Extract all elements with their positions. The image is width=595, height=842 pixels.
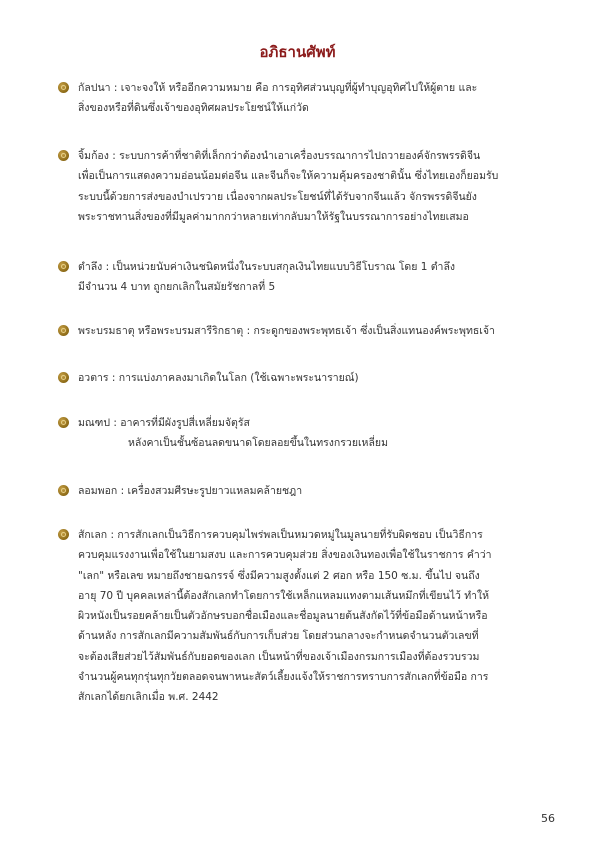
glossary-entry-saklek: [58, 525, 550, 708]
entry-text: [78, 146, 550, 227]
entry-line: สักเลก : การสักเลกเป็นวิธีการควบคุมไพร่พลเป็นหมวดหมู่ในมูลนายที่รับผิดชอบ เป็นวิธีการ: [78, 529, 483, 541]
entry-line: ระบบนี้ด้วยการส่งของบำเปรวาย เนื่องจากผลประโยชน์ที่ได้รับจากจีนแล้ว จักรพรรดิจีนยัง: [78, 190, 477, 203]
glossary-entry-phra-borommathat: [58, 321, 550, 341]
glossary-entry-lomphok: [58, 481, 550, 501]
entry-text: [78, 481, 550, 501]
glossary-entry-kanlapana: [58, 78, 550, 119]
entry-text: [78, 413, 550, 454]
entry-line: สักเลกได้ยกเลิกเมื่อ พ.ศ. 2442: [78, 691, 219, 704]
entry-line: มีจำนวน 4 บาท ถูกยกเลิกในสมัยรัชกาลที่ 5: [78, 281, 276, 294]
glossary-entry-awatan: [58, 368, 550, 388]
entry-text: [78, 525, 550, 708]
bullet-icon: [58, 261, 69, 272]
glossary-entry-mondop: [58, 413, 550, 454]
entry-line: "เลก" หรือเลข หมายถึงชายฉกรรจ์ ซึ่งมีความสูงตั้งแต่ 2 ศอก หรือ 150 ซ.ม. ขึ้นไป จนถึง: [78, 569, 480, 582]
entry-text: [78, 368, 550, 388]
entry-text: [78, 321, 550, 341]
entry-line: หลังคาเป็นชั้นซ้อนลดขนาดโดยลอยขึ้นในทรงกรวยเหลี่ยม: [128, 437, 388, 450]
bullet-icon: [58, 325, 69, 336]
bullet-icon: [58, 485, 69, 496]
entry-line: สิ่งของหรือที่ดินซึ่งเจ้าของอุทิศผลประโยชน์ให้แก่วัด: [78, 102, 309, 115]
entry-line: ผิวหนังเป็นรอยคล้ายเป็นตัวอักษรบอกชื่อเมืองและชื่อมูลนายต้นสังกัดไว้ที่ข้อมือด้านหน้าหรือ: [78, 610, 488, 623]
entry-line: จะต้องเสียส่วยไว้สัมพันธ์กับยอดของเลก เป็นหน้าที่ของเจ้าเมืองกรมการเมืองที่ต้องรวบรวม: [78, 650, 480, 663]
entry-line: จำนวนผู้คนทุกรุ่นทุกวัยตลอดจนพาหนะสัตว์เลี้ยงแจ้งให้ราชการทราบการสักเลกที่ข้อมือ การ: [78, 671, 489, 684]
glossary-entry-tamleung: [58, 257, 550, 298]
entry-line: ควบคุมแรงงานเพื่อใช้ในยามสงบ และการควบคุมส่วย สิ่งของเงินทองเพื่อใช้ในราชการ คำว่า: [78, 549, 492, 562]
entry-line: เพื่อเป็นการแสดงความอ่อนน้อมต่อจีน และจีนก็จะให้ความคุ้มครองชาตินั้น ซึ่งไทยเองก็ยอมรับ: [78, 170, 499, 183]
entry-line: จิ้มก้อง : ระบบการค้าที่ชาติที่เล็กกว่าต้องนำเอาเครื่องบรรณาการไปถวายองค์จักรพรรดิจีน: [78, 150, 481, 162]
entry-line: ตำลึง : เป็นหน่วยนับค่าเงินชนิดหนึ่งในระบบสกุลเงินไทยแบบวิธีโบราณ โดย 1 ตำลึง: [78, 261, 456, 273]
glossary-entry-jimkong: [58, 146, 550, 227]
bullet-icon: [58, 372, 69, 383]
bullet-icon: [58, 82, 69, 93]
page-title: อภิธานศัพท์: [259, 43, 336, 61]
bullet-icon: [58, 529, 69, 540]
entry-text: [78, 78, 550, 119]
bullet-icon: [58, 150, 69, 161]
entry-line: กัลปนา : เจาะจงให้ หรืออีกความหมาย คือ การอุทิศส่วนบุญที่ผู้ทำบุญอุทิศไปให้ผู้ตาย และ: [78, 82, 478, 94]
entry-text: [78, 257, 550, 298]
entry-line: ลอมพอก : เครื่องสวมศีรษะรูปยาวแหลมคล้ายชฎา: [78, 485, 303, 497]
entry-line: อายุ 70 ปี บุคคลเหล่านี้ต้องสักเลกทำโดยการใช้เหล็กแหลมแทงตามเส้นหมึกที่เขียนไว้ ทำให้: [78, 589, 490, 602]
entry-line: พระบรมธาตุ หรือพระบรมสารีริกธาตุ : กระดูกของพระพุทธเจ้า ซึ่งเป็นสิ่งแทนองค์พระพุทธเจ้า: [78, 325, 495, 337]
page-number: 56: [541, 812, 555, 825]
entry-line: พระราชทานสิ่งของที่มีมูลค่ามากกว่าหลายเท่ากลับมาให้รัฐในบรรณาการอย่างไทยเสมอ: [78, 210, 469, 223]
entry-line: มณฑป : อาคารที่มีผังรูปสี่เหลี่ยมจัตุรัส: [78, 417, 250, 429]
entry-line: ด้านหลัง การสักเลกมีความสัมพันธ์กับการเก็บส่วย โดยส่วนกลางจะกำหนดจำนวนตัวเลขที่: [78, 630, 479, 643]
entry-line: อวตาร : การแบ่งภาคลงมาเกิดในโลก (ใช้เฉพาะพระนารายณ์): [78, 372, 359, 384]
bullet-icon: [58, 417, 69, 428]
